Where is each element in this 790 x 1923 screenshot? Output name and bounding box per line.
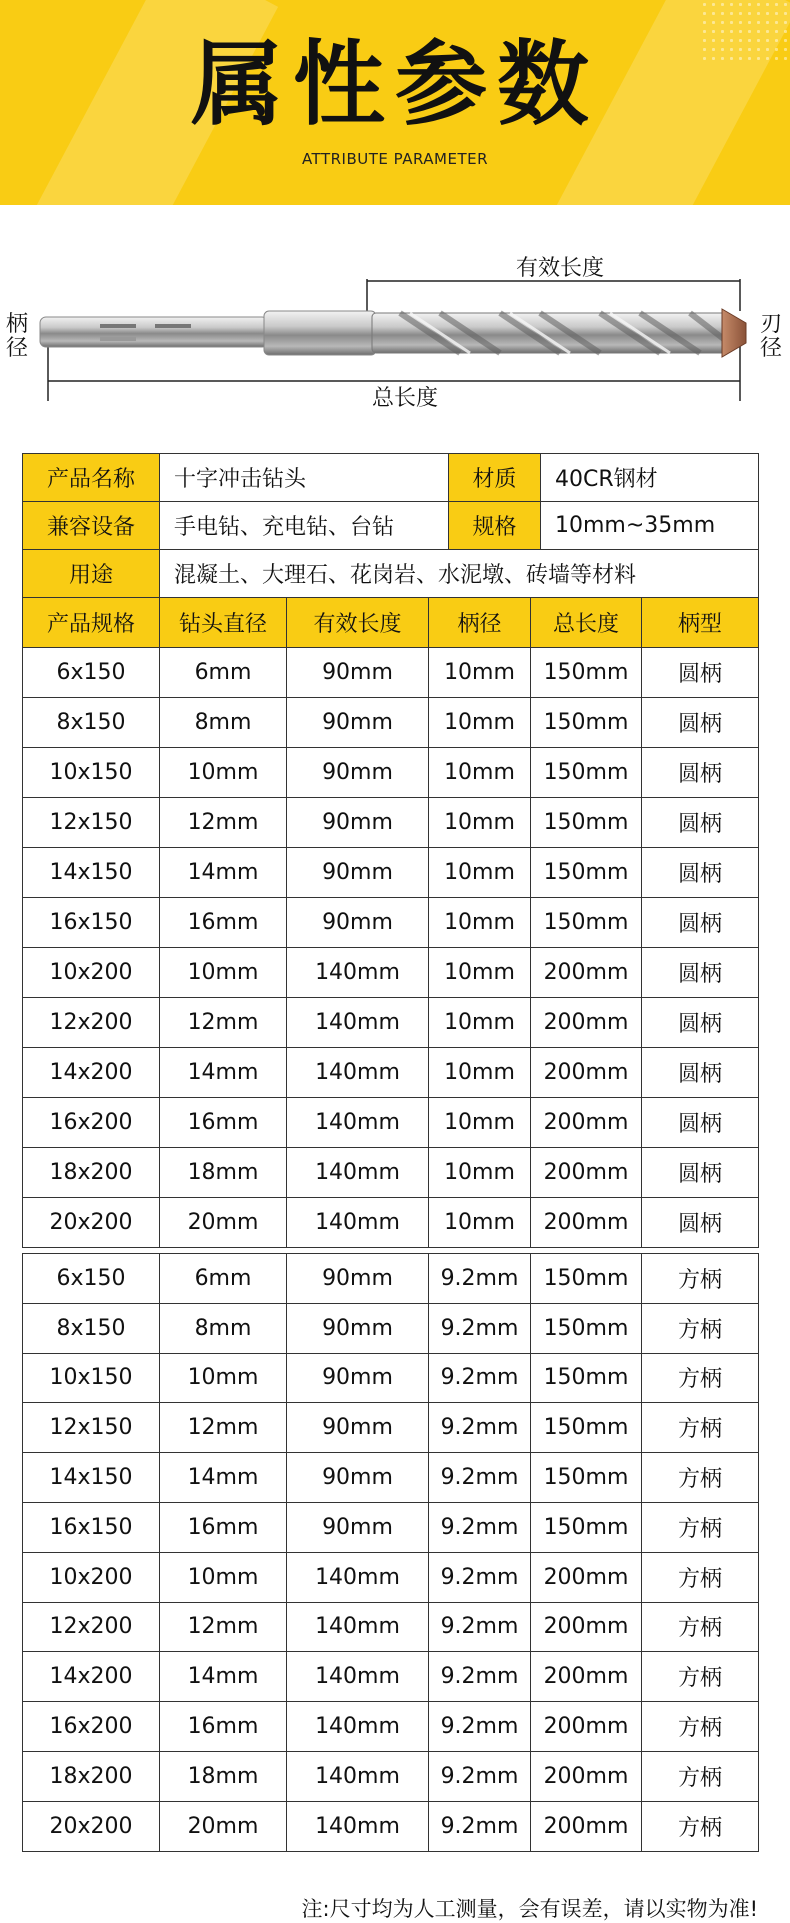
table-row [23, 1502, 759, 1552]
table-cell: 10mm [160, 948, 287, 998]
table-cell: 方柄 [642, 1801, 759, 1851]
table-cell: 90mm [287, 1303, 429, 1353]
table-cell: 150mm [531, 1453, 642, 1503]
table-cell: 90mm [287, 1353, 429, 1403]
table-cell: 150mm [531, 648, 642, 698]
table-cell: 6mm [160, 648, 287, 698]
table-cell: 方柄 [642, 1353, 759, 1403]
table-row [23, 1254, 759, 1304]
table-cell: 20mm [160, 1801, 287, 1851]
table-cell: 方柄 [642, 1453, 759, 1503]
table-cell: 20mm [160, 1198, 287, 1248]
total-length-label: 总长度 [372, 386, 439, 411]
table-cell: 方柄 [642, 1303, 759, 1353]
table-cell: 圆柄 [642, 898, 759, 948]
table-cell: 10x200 [23, 948, 160, 998]
attribute-row [23, 502, 759, 550]
table-cell: 140mm [287, 1801, 429, 1851]
table-cell: 10mm [429, 998, 531, 1048]
table-cell: 200mm [531, 1702, 642, 1752]
table-row [23, 1048, 759, 1098]
table-cell: 10mm [429, 748, 531, 798]
table-cell: 10mm [429, 948, 531, 998]
table-cell: 14x200 [23, 1652, 160, 1702]
table-cell: 6x150 [23, 648, 160, 698]
table-cell: 200mm [531, 1602, 642, 1652]
table-cell: 圆柄 [642, 848, 759, 898]
table-cell: 圆柄 [642, 1198, 759, 1248]
table-cell: 10mm [429, 648, 531, 698]
table-cell: 20x200 [23, 1198, 160, 1248]
table-cell: 150mm [531, 1353, 642, 1403]
table-cell: 9.2mm [429, 1652, 531, 1702]
table-cell: 90mm [287, 748, 429, 798]
table-cell: 14mm [160, 1453, 287, 1503]
table-cell: 10mm [429, 1198, 531, 1248]
table-cell: 10mm [160, 1552, 287, 1602]
table-row [23, 798, 759, 848]
table-cell: 150mm [531, 798, 642, 848]
attribute-value: 十字冲击钻头 [160, 454, 449, 502]
table-cell: 10x150 [23, 1353, 160, 1403]
table-cell: 140mm [287, 1702, 429, 1752]
shank-diameter-label: 柄径 [6, 312, 29, 361]
table-row [23, 698, 759, 748]
table-row [23, 848, 759, 898]
attribute-label: 规格 [449, 502, 541, 550]
table-cell: 18x200 [23, 1148, 160, 1198]
attribute-row [23, 454, 759, 502]
table-cell: 12x200 [23, 998, 160, 1048]
table-cell: 90mm [287, 1453, 429, 1503]
measurement-disclaimer: 注:尺寸均为人工测量，会有误差，请以实物为准! [301, 1897, 758, 1921]
table-cell: 16x200 [23, 1098, 160, 1148]
table-cell: 16mm [160, 898, 287, 948]
blade-diameter-label: 刃径 [760, 312, 783, 361]
table-cell: 90mm [287, 1502, 429, 1552]
table-cell: 8mm [160, 698, 287, 748]
table-cell: 200mm [531, 948, 642, 998]
table-cell: 圆柄 [642, 1148, 759, 1198]
table-cell: 200mm [531, 1098, 642, 1148]
table-cell: 150mm [531, 1403, 642, 1453]
table-cell: 9.2mm [429, 1303, 531, 1353]
table-cell: 200mm [531, 998, 642, 1048]
table-cell: 200mm [531, 1552, 642, 1602]
table-row [23, 1198, 759, 1248]
table-cell: 140mm [287, 1552, 429, 1602]
table-cell: 10mm [429, 698, 531, 748]
attribute-value: 混凝土、大理石、花岗岩、水泥墩、砖墙等材料 [160, 550, 759, 598]
attribute-value: 10mm~35mm [541, 502, 759, 550]
table-cell: 9.2mm [429, 1254, 531, 1304]
table-cell: 圆柄 [642, 1048, 759, 1098]
table-cell: 8x150 [23, 1303, 160, 1353]
table-cell: 14mm [160, 1048, 287, 1098]
table-cell: 150mm [531, 848, 642, 898]
attribute-label: 产品名称 [23, 454, 160, 502]
table-row [23, 1652, 759, 1702]
table-cell: 9.2mm [429, 1502, 531, 1552]
table-cell: 9.2mm [429, 1552, 531, 1602]
table-cell: 9.2mm [429, 1353, 531, 1403]
table-cell: 圆柄 [642, 648, 759, 698]
table-cell: 90mm [287, 848, 429, 898]
table-cell: 150mm [531, 698, 642, 748]
table-cell: 90mm [287, 648, 429, 698]
table-cell: 12mm [160, 1403, 287, 1453]
table-cell: 10mm [160, 748, 287, 798]
table-cell: 140mm [287, 1602, 429, 1652]
table-cell: 10mm [429, 848, 531, 898]
table-row [23, 1148, 759, 1198]
attribute-value: 手电钻、充电钻、台钻 [160, 502, 449, 550]
table-row [23, 898, 759, 948]
table-cell: 140mm [287, 948, 429, 998]
table-cell: 150mm [531, 1502, 642, 1552]
table-cell: 140mm [287, 1148, 429, 1198]
table-cell: 12x200 [23, 1602, 160, 1652]
table-cell: 200mm [531, 1198, 642, 1248]
table-cell: 方柄 [642, 1552, 759, 1602]
table-row [23, 748, 759, 798]
table-cell: 140mm [287, 1652, 429, 1702]
table-cell: 12mm [160, 798, 287, 848]
table-header-row [23, 598, 759, 648]
table-cell: 圆柄 [642, 798, 759, 848]
table-cell: 16mm [160, 1502, 287, 1552]
table-cell: 6x150 [23, 1254, 160, 1304]
table-row [23, 1702, 759, 1752]
table-cell: 14x200 [23, 1048, 160, 1098]
attribute-table [22, 453, 759, 598]
effective-length-label: 有效长度 [516, 256, 605, 281]
column-header: 钻头直径 [160, 598, 287, 648]
table-cell: 方柄 [642, 1602, 759, 1652]
table-cell: 9.2mm [429, 1403, 531, 1453]
attribute-label: 用途 [23, 550, 160, 598]
table-cell: 20x200 [23, 1801, 160, 1851]
round-shank-rows [23, 648, 759, 1248]
table-cell: 140mm [287, 998, 429, 1048]
table-cell: 10mm [429, 1098, 531, 1148]
table-cell: 方柄 [642, 1751, 759, 1801]
table-row [23, 1801, 759, 1851]
table-cell: 200mm [531, 1652, 642, 1702]
table-cell: 9.2mm [429, 1453, 531, 1503]
table-cell: 18x200 [23, 1751, 160, 1801]
table-cell: 150mm [531, 748, 642, 798]
table-cell: 200mm [531, 1801, 642, 1851]
table-row [23, 948, 759, 998]
drill-bit-diagram [0, 205, 790, 445]
table-row [23, 1098, 759, 1148]
table-cell: 圆柄 [642, 748, 759, 798]
attribute-label: 兼容设备 [23, 502, 160, 550]
table-cell: 150mm [531, 1303, 642, 1353]
table-cell: 6mm [160, 1254, 287, 1304]
attribute-label: 材质 [449, 454, 541, 502]
table-cell: 方柄 [642, 1403, 759, 1453]
table-row [23, 1303, 759, 1353]
table-cell: 方柄 [642, 1652, 759, 1702]
table-cell: 10mm [429, 1148, 531, 1198]
table-cell: 90mm [287, 798, 429, 848]
table-cell: 140mm [287, 1198, 429, 1248]
table-cell: 90mm [287, 1403, 429, 1453]
table-cell: 150mm [531, 898, 642, 948]
table-cell: 12mm [160, 998, 287, 1048]
table-cell: 9.2mm [429, 1751, 531, 1801]
table-cell: 18mm [160, 1751, 287, 1801]
table-row [23, 1453, 759, 1503]
table-cell: 140mm [287, 1751, 429, 1801]
table-cell: 16mm [160, 1098, 287, 1148]
column-header: 总长度 [531, 598, 642, 648]
column-header: 有效长度 [287, 598, 429, 648]
table-cell: 200mm [531, 1148, 642, 1198]
table-row [23, 648, 759, 698]
table-cell: 16x200 [23, 1702, 160, 1752]
table-cell: 16x150 [23, 1502, 160, 1552]
table-cell: 圆柄 [642, 698, 759, 748]
page-title: 属性参数 [190, 31, 599, 138]
attribute-value: 40CR钢材 [541, 454, 759, 502]
table-cell: 圆柄 [642, 1098, 759, 1148]
table-cell: 150mm [531, 1254, 642, 1304]
column-header: 柄型 [642, 598, 759, 648]
attribute-row [23, 550, 759, 598]
table-cell: 8x150 [23, 698, 160, 748]
table-cell: 圆柄 [642, 948, 759, 998]
table-cell: 圆柄 [642, 998, 759, 1048]
table-cell: 90mm [287, 1254, 429, 1304]
table-row [23, 998, 759, 1048]
header-banner [0, 0, 790, 205]
page-subtitle: ATTRIBUTE PARAMETER [301, 150, 489, 168]
column-header: 产品规格 [23, 598, 160, 648]
table-cell: 200mm [531, 1048, 642, 1098]
table-cell: 14x150 [23, 1453, 160, 1503]
table-cell: 10x200 [23, 1552, 160, 1602]
table-cell: 12x150 [23, 798, 160, 848]
table-cell: 10mm [160, 1353, 287, 1403]
table-cell: 90mm [287, 898, 429, 948]
table-cell: 18mm [160, 1148, 287, 1198]
table-row [23, 1552, 759, 1602]
table-cell: 10mm [429, 898, 531, 948]
table-cell: 140mm [287, 1048, 429, 1098]
table-cell: 14mm [160, 848, 287, 898]
table-cell: 16mm [160, 1702, 287, 1752]
square-shank-rows [23, 1254, 759, 1852]
table-row [23, 1751, 759, 1801]
table-cell: 10mm [429, 798, 531, 848]
round-shank-size-table [22, 597, 759, 1248]
table-cell: 140mm [287, 1098, 429, 1148]
table-cell: 200mm [531, 1751, 642, 1801]
table-cell: 8mm [160, 1303, 287, 1353]
table-cell: 9.2mm [429, 1702, 531, 1752]
table-cell: 10x150 [23, 748, 160, 798]
table-cell: 90mm [287, 698, 429, 748]
column-header: 柄径 [429, 598, 531, 648]
table-row [23, 1353, 759, 1403]
table-cell: 方柄 [642, 1502, 759, 1552]
table-row [23, 1403, 759, 1453]
table-cell: 9.2mm [429, 1602, 531, 1652]
table-cell: 12mm [160, 1602, 287, 1652]
table-cell: 方柄 [642, 1702, 759, 1752]
table-cell: 14mm [160, 1652, 287, 1702]
table-cell: 12x150 [23, 1403, 160, 1453]
table-cell: 14x150 [23, 848, 160, 898]
table-cell: 10mm [429, 1048, 531, 1098]
table-cell: 9.2mm [429, 1801, 531, 1851]
table-cell: 方柄 [642, 1254, 759, 1304]
table-row [23, 1602, 759, 1652]
table-cell: 16x150 [23, 898, 160, 948]
square-shank-size-table [22, 1253, 759, 1852]
